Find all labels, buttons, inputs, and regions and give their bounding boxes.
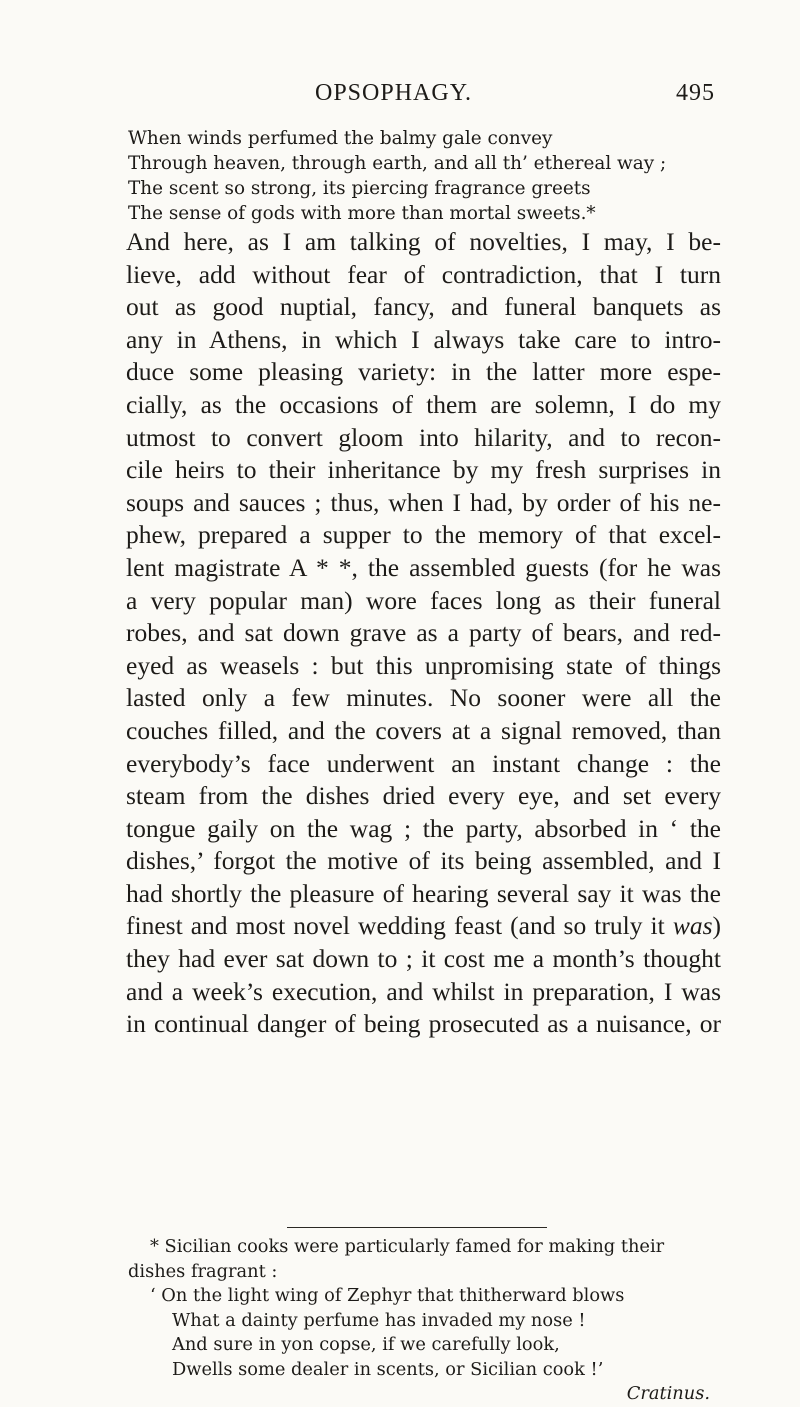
verse-line: The sense of gods with more than mortal sweets.* [128, 203, 596, 224]
body-line: everybody’s face underwent an instant change : the [126, 748, 721, 778]
body-line-with-italic [126, 910, 721, 943]
verse-line: The scent so strong, its piercing fragrance greets [128, 178, 591, 199]
body-line: lent magistrate A * *, the assembled guests (for he was [126, 552, 721, 582]
running-header [125, 80, 715, 116]
footnote-intro-line: * Sicilian cooks were particularly famed for making their [150, 1236, 665, 1257]
body-line: out as good nuptial, fancy, and funeral banquets as [126, 292, 721, 322]
body-line: soups and sauces ; thus, when I had, by order of his ne- [126, 487, 721, 517]
body-line: cile heirs to their inheritance by my fresh surprises in [126, 455, 721, 485]
body-line: robes, and sat down grave as a party of bears, and red- [126, 618, 721, 648]
body-line: duce some pleasing variety: in the latter more espe- [126, 357, 721, 387]
footnote-verse-line: And sure in yon copse, if we carefully look, [172, 1334, 560, 1355]
body-line: lasted only a few minutes. No sooner were all the [126, 683, 721, 713]
footnote-attribution: Cratinus. [626, 1383, 710, 1404]
body-line: and a week’s execution, and whilst in preparation, I was [126, 976, 721, 1006]
footnote-rule [287, 1227, 547, 1228]
body-line: steam from the dishes dried every eye, and set every [126, 781, 721, 811]
body-line: tongue gaily on the wag ; the party, absorbed in ‘ the [126, 813, 721, 843]
body-line: they had ever sat down to ; it cost me a month’s thought [126, 944, 721, 974]
italic-word: was [672, 911, 713, 941]
epigraph-verse [128, 126, 728, 226]
body-line: And here, as I am talking of novelties, I may, I be- [126, 227, 721, 256]
running-title: OPSOPHAGY. [315, 80, 472, 106]
body-line: cially, as the occasions of them are solemn, I do my [126, 389, 721, 419]
verse-line: Through heaven, through earth, and all th’ ethereal way ; [128, 153, 667, 174]
body-line: any in Athens, in which I always take care to intro- [126, 324, 721, 354]
footnote-intro-line: dishes fragrant : [128, 1260, 278, 1282]
footnote-verse-line: Dwells some dealer in scents, or Sicilian cook !’ [172, 1358, 604, 1380]
body-line: in continual danger of being prosecuted as a nuisance, or [126, 1009, 721, 1039]
body-line: lieve, add without fear of contradiction, that I turn [126, 259, 721, 289]
body-line-prefix: finest and most novel wedding feast (and so truly it [126, 911, 665, 941]
closing-paren: ) [712, 911, 721, 941]
footnote [128, 1235, 720, 1407]
page-number: 495 [676, 80, 715, 106]
body-line: eyed as weasels : but this unpromising state of things [126, 650, 721, 680]
body-line: couches filled, and the covers at a signal removed, than [126, 715, 721, 745]
footnote-verse-line: ‘ On the light wing of Zephyr that thitherward blows [150, 1285, 625, 1306]
footnote-verse-line: What a dainty perfume has invaded my nose ! [172, 1309, 586, 1331]
body-line: had shortly the pleasure of hearing several say it was the [126, 878, 721, 908]
body-line: a very popular man) wore faces long as their funeral [126, 585, 721, 615]
body-line: utmost to convert gloom into hilarity, and to recon- [126, 422, 721, 452]
body-paragraph [126, 226, 721, 1041]
body-line: dishes,’ forgot the motive of its being assembled, and I [126, 846, 721, 876]
verse-line: When winds perfumed the balmy gale convey [128, 128, 553, 149]
body-line: phew, prepared a supper to the memory of that excel- [126, 520, 721, 550]
